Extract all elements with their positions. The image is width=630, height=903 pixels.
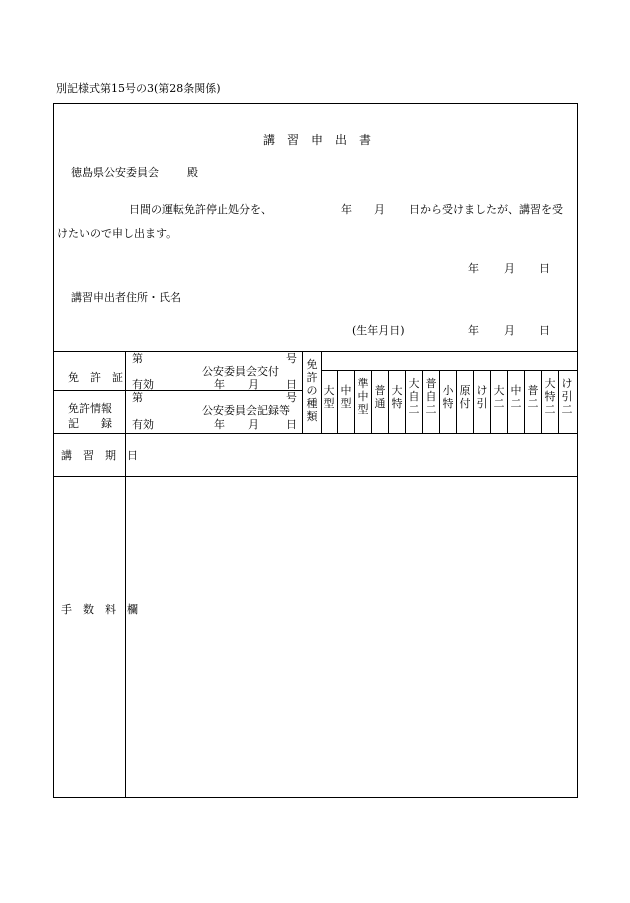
license-type-cell: 中型 xyxy=(340,384,352,410)
license-cert-label: 免 許 証 xyxy=(68,371,123,384)
type-divider xyxy=(388,370,389,433)
license-type-label: 免許の種類 xyxy=(306,358,318,423)
birth-month: 月 xyxy=(504,324,515,337)
license-type-cell: 準中型 xyxy=(357,377,369,416)
birth-year: 年 xyxy=(468,324,479,337)
type-divider xyxy=(371,370,372,433)
license-type-cell: 大型 xyxy=(323,384,335,410)
course-date-label: 講 習 期 日 xyxy=(61,449,138,462)
statement-year: 年 xyxy=(341,203,352,216)
license-type-cell: 大自二 xyxy=(408,377,420,416)
type-divider xyxy=(541,370,542,433)
type-divider xyxy=(337,370,338,433)
statement-month: 月 xyxy=(374,203,385,216)
license-info-dai: 第 xyxy=(132,391,143,404)
type-divider xyxy=(456,370,457,433)
license-cert-year: 年 xyxy=(214,378,225,391)
license-info-label-1: 免許情報 xyxy=(68,402,112,415)
license-cert-dai: 第 xyxy=(132,352,143,365)
license-type-cell: 普自二 xyxy=(425,377,437,416)
birth-label: (生年月日) xyxy=(352,324,405,337)
fee-label: 手 数 料 欄 xyxy=(61,603,138,616)
license-cert-yuko: 有効 xyxy=(132,378,154,391)
license-type-cell: 大特 xyxy=(391,384,403,410)
license-info-go: 号 xyxy=(286,391,297,404)
form-title: 講 習 申 出 書 xyxy=(263,133,372,147)
applicant-label: 講習申出者住所・氏名 xyxy=(71,291,181,304)
statement-part1: 日間の運転免許停止処分を、 xyxy=(129,203,272,216)
license-info-yuko: 有効 xyxy=(132,418,154,431)
type-divider xyxy=(439,370,440,433)
license-type-cell: け引二 xyxy=(561,377,573,416)
statement-line2: けたいので申し出ます。 xyxy=(57,227,178,240)
birth-day: 日 xyxy=(539,324,550,337)
license-number-border xyxy=(302,351,303,433)
application-form xyxy=(53,103,578,798)
type-divider xyxy=(558,370,559,433)
license-cert-issuer: 公安委員会交付 xyxy=(202,365,279,378)
date-year: 年 xyxy=(468,262,479,275)
license-info-year: 年 xyxy=(214,418,225,431)
course-date-bottom xyxy=(54,476,577,477)
license-type-cell: 普二 xyxy=(527,384,539,410)
license-type-cell: 小特 xyxy=(442,384,454,410)
license-type-cell: 中二 xyxy=(510,384,522,410)
license-cert-day: 日 xyxy=(286,378,297,391)
form-caption: 別記様式第15号の3(第28条関係) xyxy=(56,82,221,95)
license-type-cell: 大二 xyxy=(493,384,505,410)
license-cert-go: 号 xyxy=(286,352,297,365)
license-row-divider xyxy=(54,390,303,391)
label-column-border xyxy=(125,351,126,797)
date-month: 月 xyxy=(504,262,515,275)
license-info-month: 月 xyxy=(248,418,259,431)
type-divider xyxy=(507,370,508,433)
license-info-day: 日 xyxy=(286,418,297,431)
license-type-cell: 普通 xyxy=(374,384,386,410)
license-type-cell: 大特二 xyxy=(544,377,556,416)
type-divider xyxy=(354,370,355,433)
addressee-honorific: 殿 xyxy=(187,166,198,179)
license-cert-month: 月 xyxy=(248,378,259,391)
date-day: 日 xyxy=(539,262,550,275)
license-type-top-divider xyxy=(321,370,577,371)
statement-part2: 日から受けましたが、講習を受 xyxy=(409,203,563,216)
license-type-cell: 原付 xyxy=(459,384,471,410)
license-section-bottom xyxy=(54,433,577,434)
license-info-issuer: 公安委員会記録等 xyxy=(202,404,290,417)
license-type-cell: け引 xyxy=(476,384,488,410)
type-divider xyxy=(473,370,474,433)
addressee: 徳島県公安委員会 xyxy=(71,166,159,179)
type-divider xyxy=(490,370,491,433)
type-divider xyxy=(422,370,423,433)
type-divider xyxy=(405,370,406,433)
license-info-label-2: 記 録 xyxy=(68,417,112,430)
type-divider xyxy=(524,370,525,433)
